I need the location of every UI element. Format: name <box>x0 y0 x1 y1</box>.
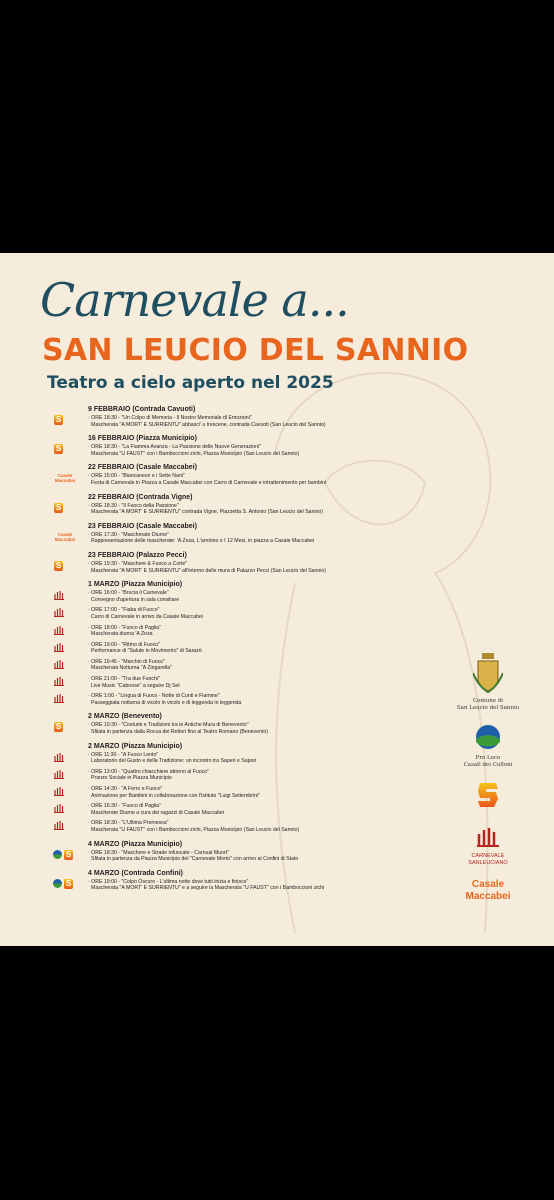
fire-icon <box>54 659 64 672</box>
schedule-day <box>0 840 430 863</box>
schedule-day <box>0 463 430 486</box>
event-item <box>88 786 430 799</box>
event-description: Carro di Carnevale in arrivo da Casale Maccabei <box>91 613 203 620</box>
event-description: Laboratorio del Gusto e della Tradizione: un incontro tra Saperi e Sapori <box>91 758 257 765</box>
day-header: 4 MARZO (Piazza Municipio) <box>88 840 183 848</box>
event-description: Pranzo Sociale in Piazza Municipio <box>91 775 172 782</box>
event-item <box>88 659 430 672</box>
casale-caption: Casale Maccabei <box>465 879 511 902</box>
event-item <box>88 879 430 892</box>
event-time-title: · ORE 1:00 - "Lingua di Fuoco - Notte di Cunti e Fiamme" <box>88 693 220 700</box>
event-time-title: · ORE 18:30 - "La Fiamma Avanza - La Passione delle Nuove Generazioni" <box>88 444 261 451</box>
fire-icon <box>54 676 64 689</box>
event-time-title: · ORE 15:00 - "Biancaneve e i Sette Nani" <box>88 473 185 480</box>
casale-logo <box>448 879 528 903</box>
fire-icon <box>54 752 64 765</box>
schedule-day <box>0 712 430 735</box>
fire-icon <box>54 625 64 638</box>
day-header: 23 FEBBRAIO (Palazzo Pecci) <box>88 551 187 559</box>
event-item <box>88 590 430 603</box>
casale-maccabei-icon: Casale Maccabei <box>54 473 76 484</box>
event-description: Mascherata "A MORT' E SURRIENTU" all'interno delle mura di Palazzo Pecci (San Leucio del Sannio) <box>91 567 327 574</box>
event-description: Mascherata "U FAUST" con i Bamboccioni zichi, Piazza Municipio (San Leucio del Sannio) <box>91 826 300 833</box>
event-item <box>88 850 430 863</box>
casale-maccabei-icon: Casale Maccabei <box>54 531 76 542</box>
s-logo-icon <box>54 503 63 513</box>
fire-icon <box>54 786 64 799</box>
event-time-title: · ORE 19:00 - "Colpo Oscuro - L'ultima notte dove tutti inizia e finisce" <box>88 878 249 885</box>
event-item <box>88 415 430 428</box>
event-time-title: · ORE 11:30 - "A Fuoco Lento" <box>88 751 159 758</box>
event-item <box>88 752 430 765</box>
schedule-day <box>0 869 430 892</box>
combo-icon <box>53 850 73 860</box>
sanleuciano-caption: CARNEVALE SANLEUCIANO <box>468 853 508 866</box>
pro-loco-icon <box>475 724 501 750</box>
event-description: Mascherata Notturna "A Zingarella" <box>91 665 172 672</box>
fire-icon <box>54 607 64 620</box>
event-poster <box>0 253 554 946</box>
event-item <box>88 722 430 735</box>
day-header: 1 MARZO (Piazza Municipio) <box>88 581 183 589</box>
event-time-title: · ORE 13:00 - "Quattro chiacchiere attorno al Fuoco" <box>88 768 210 775</box>
event-description: Mascherata "A MORT' E SURRIENTU" abbasci' u trescene, contrada Cavuoti (San Leucio del Sannio) <box>91 421 326 428</box>
script-title: Carnevale a... <box>40 273 349 327</box>
fire-icon <box>54 590 64 603</box>
event-time-title: · ORE 21:00 - "Tra due Fuochi" <box>88 676 160 683</box>
event-item <box>88 642 430 655</box>
event-time-title: · ORE 19:45 - "Marchio di Fuoco" <box>88 658 165 665</box>
schedule-day <box>0 522 430 545</box>
sanleuciano-logo <box>448 826 528 867</box>
schedule-day <box>0 742 430 834</box>
fire-icon <box>54 803 64 816</box>
event-time-title: · ORE 18:00 - "Fuoco di Paglia" <box>88 624 161 631</box>
event-time-title: · ORE 19:00 - "Ritmo di Fuoco" <box>88 641 161 648</box>
event-item <box>88 607 430 620</box>
schedule-day <box>0 493 430 516</box>
event-time-title: · ORE 18:30 - "Un Colpo di Memoria - Il Nostro Memoriale di Emozioni" <box>88 415 252 421</box>
fire-icon <box>54 693 64 706</box>
event-item <box>88 676 430 689</box>
event-time-title: · ORE 16:30 - "Fuoco di Paglia" <box>88 803 161 810</box>
main-title: SAN LEUCIO DEL SANNIO <box>42 333 469 368</box>
event-description: Performance di "Salute in Movimento" di Sarazò <box>91 648 202 655</box>
fire-icon <box>54 642 64 655</box>
comune-logo <box>448 653 528 712</box>
day-header: 22 FEBBRAIO (Casale Maccabei) <box>88 464 197 472</box>
day-header: 22 FEBBRAIO (Contrada Vigne) <box>88 493 193 501</box>
event-item <box>54 473 430 486</box>
comune-caption: Comune di San Leucio del Sannio <box>456 698 520 711</box>
day-header: 4 MARZO (Contrada Confini) <box>88 869 183 877</box>
flame-mark-icon <box>475 826 501 848</box>
s-logo-icon <box>54 722 63 732</box>
event-item <box>88 444 430 457</box>
fire-icon <box>54 769 64 782</box>
day-header: 2 MARZO (Benevento) <box>88 713 162 721</box>
proloco-logo <box>448 724 528 769</box>
s-logo-icon <box>476 781 500 809</box>
proloco-caption: Pro Loco Casali dei Colloni <box>463 755 513 768</box>
event-description: Passeggiata notturna di vicolo in vicolo e di leggenda in leggenda <box>91 699 242 706</box>
event-item <box>88 625 430 638</box>
s-logo-icon <box>54 444 63 454</box>
event-description: Mascherata "U FAUST" con i Bamboccioni zichi, Piazza Municipio (San Leucio del Sannio) <box>91 450 300 457</box>
sponsor-logos <box>448 653 528 915</box>
schedule-day <box>0 551 430 574</box>
event-time-title: · ORE 19:30 - "Maschere & Fuoco a Corte" <box>88 560 188 567</box>
event-item <box>88 820 430 833</box>
event-time-title: · ORE 14:30 - "A Ferro e Fuoco" <box>88 786 163 792</box>
event-time-title: · ORE 17:00 - "Fiaba di Fuoco" <box>88 607 160 614</box>
event-item <box>54 531 430 545</box>
event-time-title: · ORE 10:30 - "Costumi e Tradizioni tra le Antiche Mura di Benevento" <box>88 722 249 729</box>
schedule-list <box>0 405 430 898</box>
day-header: 2 MARZO (Piazza Municipio) <box>88 742 183 750</box>
event-description: Sfilata in partenza dalla Rocca dei Rettori fino al Teatro Romano (Benevento) <box>91 729 268 736</box>
event-description: Festa di Carnevale in Piazza a Casale Maccabei con Carro di Carnevale e intrattenimento per bambini <box>91 479 326 486</box>
event-description: Mascherata "A MORT' E SURRIENTU" e a seguire la Mascherata "U FAUST" con i Bamboccioni zichi <box>91 885 325 892</box>
event-description: Mascherate Diurne a cura dei ragazzi di Casale Maccabei <box>91 809 224 816</box>
event-time-title: · ORE 16:00 - "Brucia il Carnevale" <box>88 590 169 597</box>
s-logo-icon <box>54 415 63 425</box>
event-description: Rappresentazione delle mascherate: 'A Zeza, L'arrotino e I 12 Mesi, in piazza a Casale Maccabei <box>91 538 315 545</box>
event-description: Live Music "Caboose" a seguire Dj Set <box>91 682 180 689</box>
event-time-title: · ORE 17:30 - "Mascherate Diurne" <box>88 531 169 538</box>
event-time-title: · ORE 18:30 - "L'Ultima Premessa" <box>88 820 169 827</box>
event-item <box>88 561 430 574</box>
event-description: Mascherata diurna 'A Zeza <box>91 631 153 638</box>
event-item <box>88 769 430 782</box>
day-header: 23 FEBBRAIO (Casale Maccabei) <box>88 522 197 530</box>
event-description: Sfilata in partenza da Piazza Municipio del "Carnevale Morto" con arrivo ai Confini di Stato <box>91 856 299 863</box>
event-description: Animazione per Bambini in collaborazione con l'Istituto "Luigi Settembrini" <box>91 792 261 799</box>
event-item <box>88 503 430 516</box>
schedule-day <box>0 434 430 457</box>
s-logo-large <box>448 781 528 814</box>
schedule-day <box>0 405 430 428</box>
s-logo-icon <box>54 561 63 571</box>
fire-icon <box>54 820 64 833</box>
event-item <box>88 803 430 816</box>
event-time-title: · ORE 18:30 - "Maschere e Strade infuocate - Carnual Muort" <box>88 849 229 856</box>
event-item <box>88 693 430 706</box>
schedule-day <box>0 580 430 706</box>
coat-of-arms-icon <box>473 653 503 693</box>
event-description: Mascherata "A MORT' E SURRIENTU" contrada Vigne, Piazzetta S. Antonio (San Leucio del Sannio) <box>91 509 323 516</box>
day-header: 9 FEBBRAIO (Contrada Cavuoti) <box>88 406 196 413</box>
event-description: Convegno d'apertura in sala consiliare <box>91 596 180 603</box>
day-header: 16 FEBBRAIO (Piazza Municipio) <box>88 435 197 443</box>
combo-icon <box>53 879 73 889</box>
event-time-title: · ORE 18:30 - "Il Fuoco della Passione" <box>88 502 179 509</box>
subtitle: Teatro a cielo aperto nel 2025 <box>47 373 334 393</box>
